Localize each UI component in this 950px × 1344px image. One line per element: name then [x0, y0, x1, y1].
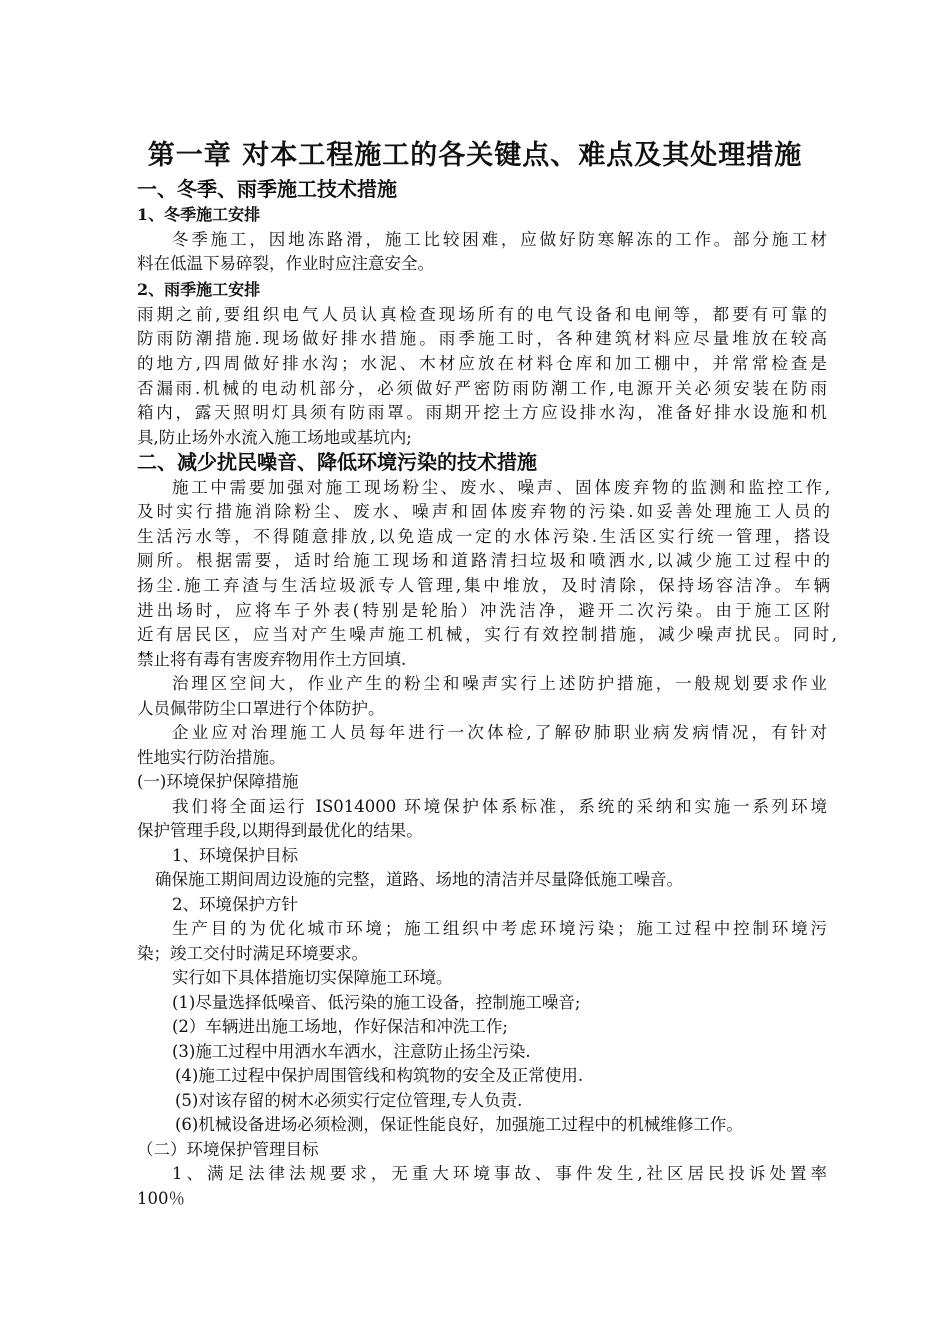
item-heading-policy: 2、环境保护方针: [172, 895, 298, 914]
text-line: 确保施工期间周边设施的完整，道路、场地的清洁并尽量降低施工噪音。: [155, 870, 683, 889]
subsection-heading-rain: 2、雨季施工安排: [137, 280, 261, 299]
text-line: 1、满足法律法规要求，无重大环境事故、事件发生,社区居民投诉处置率: [172, 1164, 827, 1183]
section-heading-1: 一、冬季、雨季施工技术措施: [137, 177, 397, 201]
text-line: 防雨防潮措施.现场做好排水措施。雨季施工时，各种建筑材料应尽量堆放在较高: [137, 329, 827, 348]
measure-item: (5)对该存留的树木必须实行定位管理,专人负责.: [175, 1091, 523, 1110]
text-line: 否漏雨.机械的电动机部分，必须做好严密防雨防潮工作,电源开关必须安装在防雨: [137, 379, 827, 398]
measure-item: (4)施工过程中保护周围管线和构筑物的安全及正常使用.: [175, 1066, 584, 1085]
text-line: 治理区空间大，作业产生的粉尘和噪声实行上述防护措施，一般规划要求作业: [172, 674, 827, 693]
text-line: 人员佩带防尘口罩进行个体防护。: [137, 699, 385, 718]
text-line: 染；竣工交付时满足环境要求。: [137, 944, 368, 963]
measure-item: (2）车辆进出施工场地，作好保洁和冲洗工作;: [172, 1017, 508, 1036]
measure-item: (6)机械设备进场必须检测，保证性能良好，加强施工过程中的机械维修工作。: [175, 1115, 743, 1134]
text-line: 保护管理手段,以期得到最优化的结果。: [137, 821, 423, 840]
text-line: 生活污水等，不得随意排放,以免造成一定的水体污染.生活区实行统一管理，搭设: [137, 527, 830, 546]
text-line: 厕所。根据需要，适时给施工现场和道路清扫垃圾和喷洒水,以减少施工过程中的: [137, 551, 830, 570]
text-line: 料在低温下易碎裂，作业时应注意安全。: [137, 254, 434, 273]
text-line: 的地方,四周做好排水沟；水泥、木材应放在材料仓库和加工棚中，并常常检查是: [137, 354, 827, 373]
text-line: 企业应对治理施工人员每年进行一次体检,了解矽肺职业病发病情况，有针对: [172, 723, 827, 742]
text-line: 进出场时，应将车子外表(特别是轮胎）冲洗洁净，避开二次污染。由于施工区附: [137, 601, 830, 620]
text-line: 我们将全面运行 IS014000 环境保护体系标准，系统的采纳和实施一系列环境: [172, 797, 827, 816]
text-line: 雨期之前,要组织电气人员认真检查现场所有的电气设备和电闸等，都要有可靠的: [137, 305, 827, 324]
text-line: 生产目的为优化城市环境；施工组织中考虑环境污染；施工过程中控制环境污: [172, 919, 827, 938]
text-line: 100％: [137, 1189, 185, 1208]
measure-item: (1)尽量选择低噪音、低污染的施工设备，控制施工噪音;: [172, 993, 581, 1012]
text-line: 箱内，露天照明灯具须有防雨罩。雨期开挖土方应设排水沟，准备好排水设施和机: [137, 403, 827, 422]
section-heading-2: 二、减少扰民噪音、降低环境污染的技术措施: [137, 450, 537, 474]
text-line: 具,防止场外水流入施工场地或基坑内;: [137, 428, 412, 447]
text-line: 近有居民区，应当对产生噪声施工机械，实行有效控制措施，减少噪声扰民。同时,: [137, 625, 837, 644]
item-heading-goal: 1、环境保护目标: [172, 846, 298, 865]
subsection-heading-winter: 1、冬季施工安排: [137, 205, 261, 224]
text-line: 施工中需要加强对施工现场粉尘、废水、噪声、固体废弃物的监测和监控工作,: [172, 478, 830, 497]
subsection-heading-mgmt: （二）环境保护管理目标: [137, 1140, 319, 1159]
text-line: 冬季施工，因地冻路滑，施工比较困难，应做好防寒解冻的工作。部分施工材: [172, 230, 827, 249]
text-line: 禁止将有毒有害废弃物用作土方回填.: [137, 650, 407, 669]
text-line: 扬尘.施工弃渣与生活垃圾派专人管理,集中堆放，及时清除，保持场容洁净。车辆: [137, 576, 830, 595]
subsection-heading-env: (一)环境保护保障措施: [137, 772, 299, 791]
text-line: 实行如下具体措施切实保障施工环境。: [172, 968, 453, 987]
chapter-title: 第一章 对本工程施工的各关键点、难点及其处理措施: [147, 140, 803, 171]
measure-item: (3)施工过程中用洒水车洒水，注意防止扬尘污染.: [172, 1042, 531, 1061]
text-line: 及时实行措施消除粉尘、废水、噪声和固体废弃物的污染.如妥善处理施工人员的: [137, 502, 830, 521]
text-line: 性地实行防治措施。: [137, 748, 286, 767]
